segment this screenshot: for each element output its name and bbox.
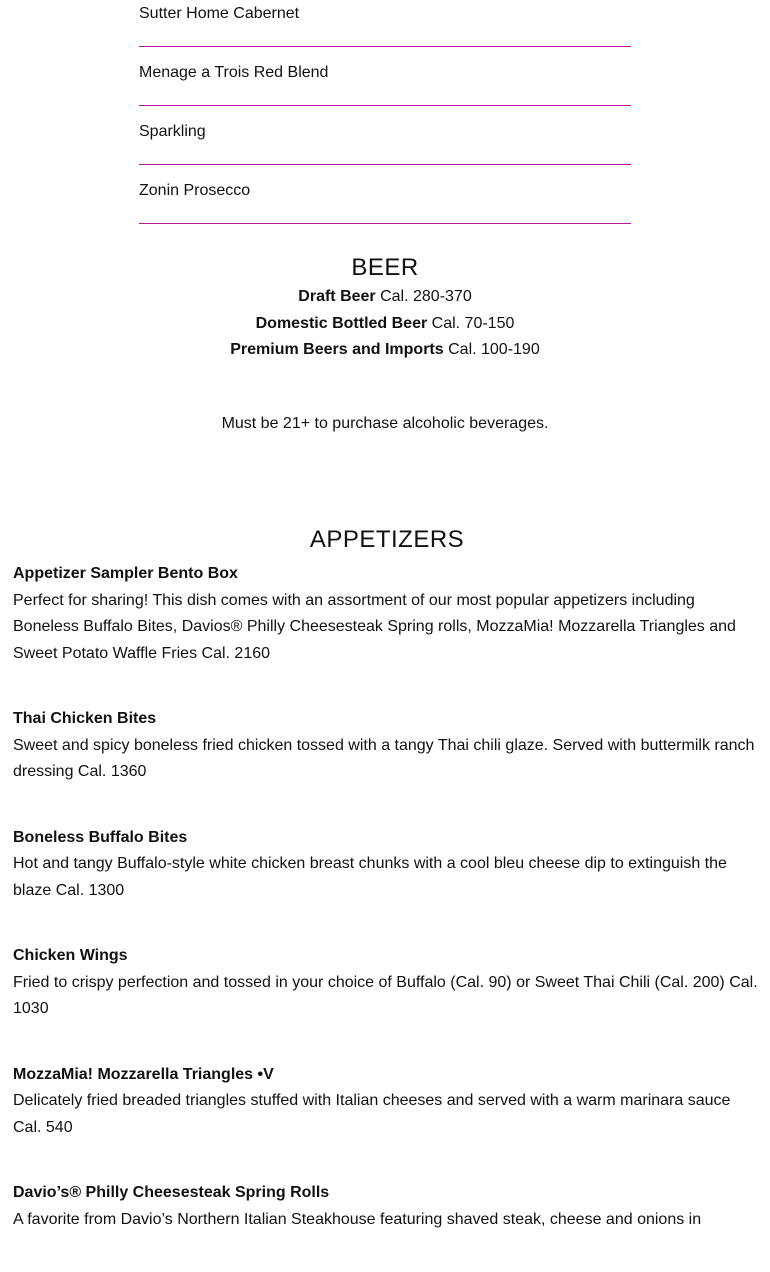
- appetizer-description: Fried to crispy perfection and tossed in your choice of Buffalo (Cal. 90) or Sweet Thai Chili (Cal. 200) Cal. 1030: [13, 973, 758, 1017]
- wine-list: [139, 0, 631, 224]
- appetizer-description: Delicately fried breaded triangles stuffed with Italian cheeses and served with a warm marinara sauce Cal. 540: [13, 1092, 731, 1136]
- beer-item-name: Premium Beers and Imports: [230, 341, 444, 358]
- beer-item: [0, 284, 770, 311]
- appetizer-description: Perfect for sharing! This dish comes with an assortment of our most popular appetizers including Boneless Buffalo Bites, Davios® Philly Cheesesteak Spring rolls, MozzaMia! Mozzarella Triangles and Sweet Potato Waffle Fries Cal. 2160: [13, 591, 736, 662]
- appetizer-item: [13, 1062, 761, 1142]
- appetizer-item: [13, 943, 761, 1023]
- appetizer-name: Davio’s® Philly Cheesesteak Spring Rolls: [13, 1184, 330, 1201]
- appetizer-description: Sweet and spicy boneless fried chicken tossed with a tangy Thai chili glaze. Served with buttermilk ranch dressing Cal. 1360: [13, 736, 755, 780]
- appetizers-section: [13, 524, 761, 1272]
- beer-item-calories: Cal. 280-370: [380, 288, 472, 305]
- beer-item-name: Draft Beer: [298, 288, 376, 305]
- beer-item: [0, 337, 770, 364]
- beer-item-calories: Cal. 100-190: [448, 341, 540, 358]
- appetizer-item: [13, 1180, 761, 1233]
- appetizer-item: [13, 706, 761, 786]
- appetizer-item: [13, 825, 761, 905]
- wine-item: [139, 47, 631, 106]
- wine-item-label: Sutter Home Cabernet: [139, 5, 300, 22]
- beer-item-name: Domestic Bottled Beer: [255, 314, 428, 332]
- wine-item-label: Sparkling: [139, 123, 206, 140]
- beer-item: [0, 311, 770, 338]
- age-restriction-note: Must be 21+ to purchase alcoholic beverages.: [221, 415, 549, 432]
- appetizer-item: [13, 561, 761, 667]
- wine-item: [139, 106, 631, 165]
- appetizer-description: A favorite from Davio’s Northern Italian Steakhouse featuring shaved steak, cheese and onions in: [13, 1210, 702, 1228]
- appetizers-heading: APPETIZERS: [309, 526, 465, 553]
- wine-item-label: Zonin Prosecco: [139, 182, 251, 199]
- appetizer-name: MozzaMia! Mozzarella Triangles •V: [13, 1065, 274, 1083]
- beer-heading: BEER: [351, 254, 419, 281]
- beer-section: [0, 252, 770, 364]
- appetizer-name: Chicken Wings: [13, 947, 128, 964]
- wine-item: [139, 165, 631, 224]
- wine-item: [139, 0, 631, 47]
- appetizer-description: Hot and tangy Buffalo-style white chicken breast chunks with a cool bleu cheese dip to extinguish the blaze Cal. 1300: [13, 855, 727, 899]
- appetizer-name: Appetizer Sampler Bento Box: [13, 565, 238, 582]
- wine-item-label: Menage a Trois Red Blend: [139, 64, 329, 81]
- beer-item-calories: Cal. 70-150: [431, 314, 515, 332]
- appetizer-name: Thai Chicken Bites: [13, 710, 157, 727]
- appetizer-name: Boneless Buffalo Bites: [13, 828, 188, 846]
